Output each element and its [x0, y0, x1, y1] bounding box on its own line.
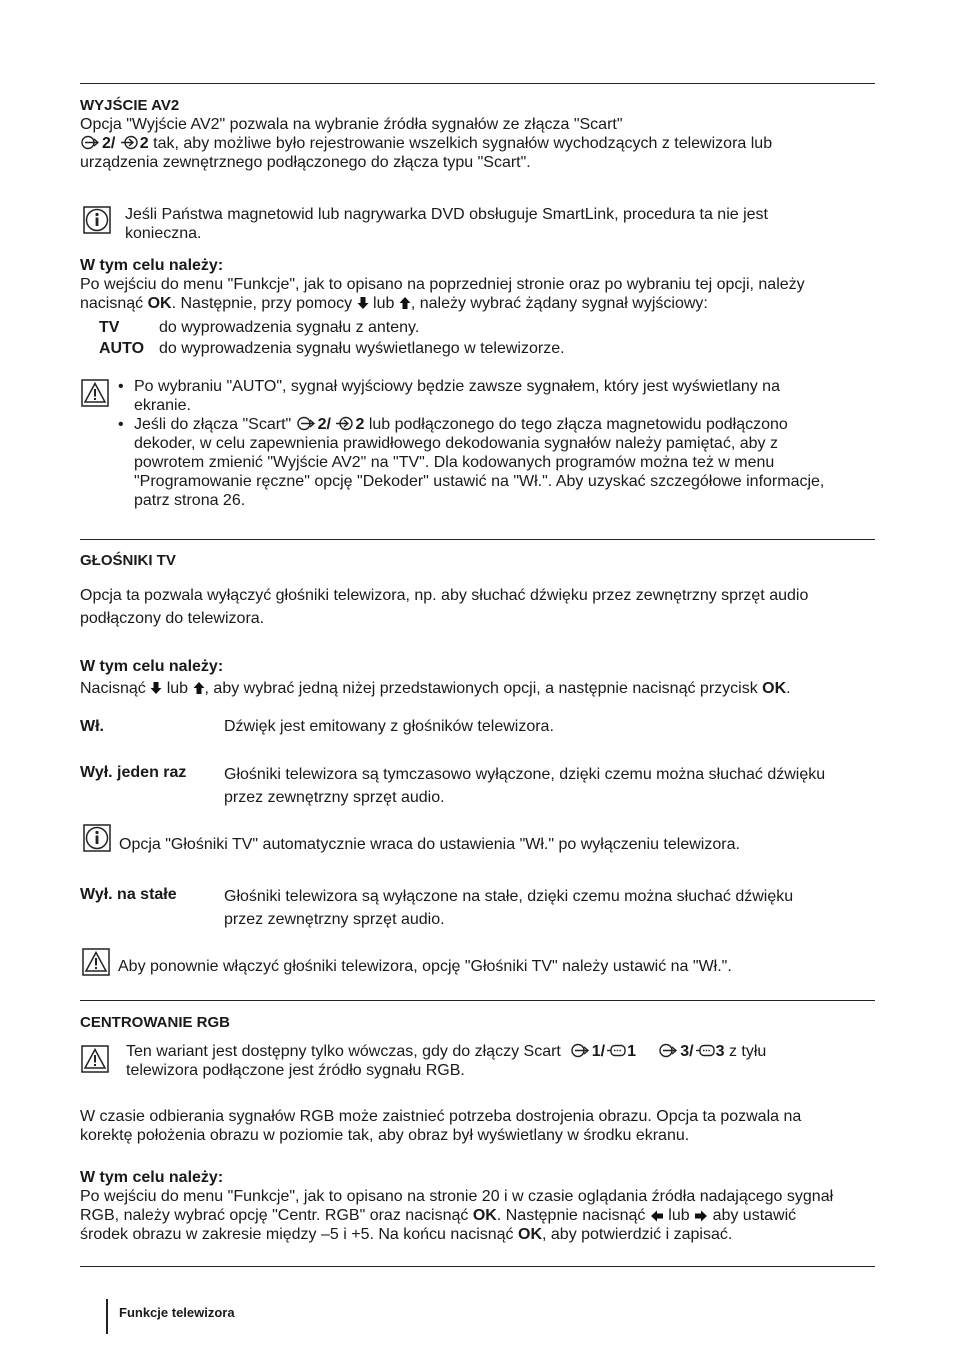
text-span: Nacisnąć [80, 680, 146, 697]
warning-note: Aby ponownie włączyć głośniki telewizora, opcję "Głośniki TV" należy ustawić na "Wł.". [118, 958, 732, 975]
bullet-dot: • [118, 416, 124, 433]
text-span: lub podłączonego do tego złącza magnetowidu podłączono [368, 416, 788, 433]
scart-out-icon [658, 1043, 680, 1058]
option-term: AUTO [99, 340, 145, 357]
option-term: Wł. [80, 718, 104, 735]
text-line: Po wejściu do menu "Funkcje", jak to opisano na stronie 20 i w czasie oglądania źródła nadającego sygnał [80, 1188, 834, 1205]
text-line [80, 294, 875, 313]
info-icon [83, 824, 111, 852]
section-divider [80, 1000, 875, 1001]
text-line: urządzenia zewnętrznego podłączonego do złącza typu "Scart". [80, 154, 531, 171]
option-desc: do wyprowadzenia sygnału z anteny. [159, 319, 420, 336]
ok-key: OK [518, 1226, 542, 1243]
paragraph [80, 1107, 875, 1145]
section-heading-speakers: GŁOŚNIKI TV [80, 552, 176, 569]
warning-icon [81, 379, 109, 407]
option-desc: Dźwięk jest emitowany z głośników telewizora. [224, 718, 554, 735]
warning-note [126, 1042, 876, 1080]
text-span: środek obrazu w zakresie między –5 i +5. Na końcu nacisnąć [80, 1226, 518, 1243]
text-span: , aby potwierdzić i zapisać. [542, 1226, 733, 1243]
text-line: dekoder, w celu zapewnienia prawidłowego dekodowania sygnałów należy pamiętać, aby z [134, 435, 778, 452]
text-span: Jeśli do złącza "Scart" [134, 416, 292, 433]
text-line [80, 134, 875, 153]
connector-label: 1/ [591, 1043, 606, 1060]
info-icon [83, 206, 111, 234]
arrow-up-icon [193, 681, 205, 695]
text-span: z tyłu [728, 1043, 767, 1060]
connector-label: 3/ [680, 1043, 694, 1060]
scart-out-icon [80, 135, 102, 150]
text-span: Ten wariant jest dostępny tylko wówczas, gdy do złączy Scart [126, 1043, 561, 1060]
text-line: przez zewnętrzny sprzęt audio. [224, 911, 445, 928]
howto-heading: W tym celu należy: [80, 1169, 224, 1186]
paragraph [80, 115, 875, 172]
section-divider [80, 83, 875, 84]
bullet-dot: • [118, 378, 124, 395]
ok-key: OK [147, 295, 172, 312]
scart-rgb-icon [694, 1043, 716, 1058]
option-desc: do wyprowadzenia sygnału wyświetlanego w telewizorze. [159, 340, 565, 357]
arrow-down-icon [357, 296, 369, 310]
text-line: podłączony do telewizora. [80, 610, 265, 627]
section-heading-rgb: CENTROWANIE RGB [80, 1014, 230, 1031]
text-span: lub [373, 295, 395, 312]
paragraph [80, 275, 875, 313]
text-span: lub [668, 1207, 690, 1224]
arrow-right-icon [694, 1210, 708, 1222]
arrow-down-icon [150, 681, 162, 695]
ok-key: OK [762, 680, 787, 697]
scart-in-icon [120, 135, 140, 150]
paragraph [80, 679, 875, 698]
connector-label: 1 [627, 1043, 636, 1060]
text-span: . Następnie, przy pomocy [171, 295, 353, 312]
info-note: Opcja "Głośniki TV" automatycznie wraca do ustawienia "Wł." po wyłączeniu telewizora. [119, 836, 740, 853]
text-line: Głośniki telewizora są tymczasowo wyłączone, dzięki czemu można słuchać dźwięku [224, 766, 826, 783]
text-line: "Programowanie ręczne" opcję "Dekoder" ustawić na "Wł.". Aby uzyskać szczegółowe informacje, [134, 473, 825, 490]
arrow-up-icon [399, 296, 411, 310]
section-divider [80, 1266, 875, 1267]
option-desc [224, 763, 884, 809]
text-line: W czasie odbierania sygnałów RGB może zaistnieć potrzeba dostrojenia obrazu. Opcja ta pozwala na [80, 1108, 802, 1125]
connector-label: 2/ [317, 416, 331, 433]
text-span: RGB, należy wybrać opcję "Centr. RGB" oraz nacisnąć [80, 1207, 473, 1224]
scart-rgb-icon [605, 1043, 627, 1058]
connector-label: 2/ [102, 135, 116, 152]
scart-out-icon [296, 416, 318, 431]
paragraph [80, 1187, 880, 1244]
ok-key: OK [472, 1207, 497, 1224]
footer-bar [106, 1299, 108, 1334]
text-line: Opcja ta pozwala wyłączyć głośniki telewizora, np. aby słuchać dźwięku przez zewnętrzny sprzęt audio [80, 587, 809, 604]
connector-label: 2 [355, 416, 365, 433]
text-line: Głośniki telewizora są wyłączone na stałe, dzięki czemu można słuchać dźwięku [224, 888, 794, 905]
text-span: aby ustawić [712, 1207, 797, 1224]
footer-label: Funkcje telewizora [119, 1305, 235, 1320]
text-line: ekranie. [134, 397, 191, 414]
scart-in-icon [335, 416, 355, 431]
text-line: Jeśli Państwa magnetowid lub nagrywarka DVD obsługuje SmartLink, procedura ta nie jest [125, 206, 768, 223]
warning-icon [82, 948, 110, 976]
text-line: telewizora podłączone jest źródło sygnału RGB. [126, 1062, 465, 1079]
text-span: nacisnąć [80, 295, 148, 312]
text-line: patrz strona 26. [134, 492, 246, 509]
text-span: , należy wybrać żądany sygnał wyjściowy: [410, 295, 708, 312]
section-heading-av2: WYJŚCIE AV2 [80, 97, 180, 114]
connector-label: 2 [139, 135, 149, 152]
text-span: . [786, 680, 791, 697]
option-desc [224, 885, 884, 931]
scart-out-icon [570, 1043, 592, 1058]
text-span: lub [166, 680, 189, 697]
text-line: przez zewnętrzny sprzęt audio. [224, 789, 445, 806]
text-line: Po wejściu do menu "Funkcje", jak to opisano na poprzedniej stronie oraz po wybraniu tej opcji, należy [80, 276, 805, 293]
howto-heading: W tym celu należy: [80, 257, 224, 274]
text-line [80, 1225, 880, 1244]
warning-icon [81, 1045, 109, 1073]
text-line: konieczna. [125, 225, 202, 242]
text-span: . Następnie nacisnąć [496, 1207, 646, 1224]
option-term: Wył. na stałe [80, 886, 177, 903]
arrow-left-icon [650, 1210, 664, 1222]
text-line: Po wybraniu "AUTO", sygnał wyjściowy będzie zawsze sygnałem, który jest wyświetlany na [134, 378, 780, 395]
text-line [80, 1206, 880, 1225]
text-line: korektę położenia obrazu w poziomie tak, aby obraz był wyświetlany w środku ekranu. [80, 1127, 690, 1144]
section-divider [80, 539, 875, 540]
text-line [134, 415, 879, 434]
text-line: powrotem zmienić "Wyjście AV2" na "TV". Dla kodowanych programów można też w menu [134, 454, 775, 471]
text-span: tak, aby możliwe było rejestrowanie wszelkich sygnałów wychodzących z telewizora lub [153, 135, 773, 152]
warning-note [134, 415, 879, 510]
paragraph [80, 584, 875, 630]
howto-heading: W tym celu należy: [80, 658, 224, 675]
option-term: Wył. jeden raz [80, 764, 187, 781]
warning-note [134, 377, 879, 415]
connector-label: 3 [715, 1043, 725, 1060]
option-term: TV [99, 319, 120, 336]
text-span: , aby wybrać jedną niżej przedstawionych opcji, a następnie nacisnąć przycisk [204, 680, 758, 697]
text-line [126, 1042, 876, 1061]
info-note [125, 205, 845, 243]
text-line: Opcja "Wyjście AV2" pozwala na wybranie źródła sygnałów ze złącza "Scart" [80, 116, 623, 133]
